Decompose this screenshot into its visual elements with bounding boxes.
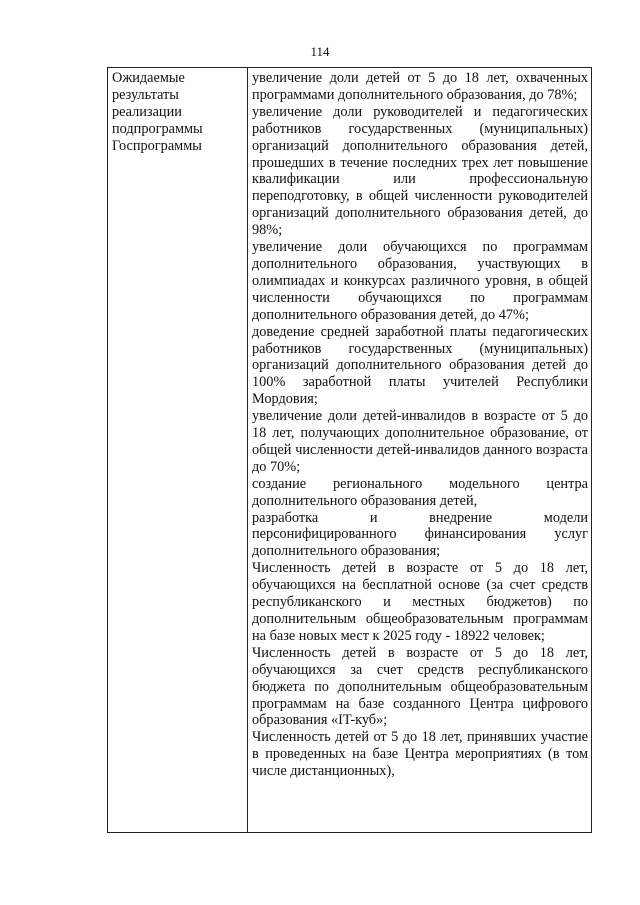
result-item: разработка и внедрение модели персонифицированного финансирования услуг дополнительного образования; [252, 509, 588, 560]
result-item: Численность детей в возрасте от 5 до 18 лет, обучающихся за счет средств республиканского бюджета по дополнительным общеобразовательным программам на базе созданного Центра цифрового образования «IT-куб»; [252, 644, 588, 729]
label-cell: Ожидаемые результаты реализации подпрограммы Госпрограммы [108, 68, 248, 833]
result-item: Численность детей от 5 до 18 лет, принявших участие в проведенных на базе Центра мероприятиях (в том числе дистанционных), [252, 729, 588, 780]
page-number: 114 [310, 44, 330, 59]
result-item: увеличение доли детей от 5 до 18 лет, охваченных программами дополнительного образования, до 78%; [252, 70, 588, 103]
content-cell [248, 68, 592, 833]
results-table [107, 67, 592, 833]
result-item: доведение средней заработной платы педагогических работников государственных (муниципальных) организаций дополнительного образования детей до 100% заработной платы учителей Республики Мордовия; [252, 323, 588, 408]
result-item: увеличение доли детей-инвалидов в возрасте от 5 до 18 лет, получающих дополнительное образование, от общей численности детей-инвалидов данного возраста до 70%; [252, 408, 588, 475]
result-item: создание регионального модельного центра дополнительного образования детей, [252, 475, 588, 509]
result-item: увеличение доли обучающихся по программам дополнительного образования, участвующих в олимпиадах и конкурсах различного уровня, в общей численности обучающихся по программам дополнительного образования детей, до 47%; [252, 239, 588, 323]
result-item: Численность детей в возрасте от 5 до 18 лет, обучающихся на бесплатной основе (за счет средств республиканского и местных бюджетов) по дополнительным общеобразовательным программам на базе новых мест к 2025 году - 18922 человек; [252, 560, 588, 644]
table-row [108, 68, 592, 833]
result-item: увеличение доли руководителей и педагогических работников государственных (муниципальных) организаций дополнительного образования детей, прошедших в течение последних трех лет повышение квалификации или профессиональную переподготовку, в общей численности руководителей организаций дополнительного образования детей, до 98%; [252, 103, 588, 239]
